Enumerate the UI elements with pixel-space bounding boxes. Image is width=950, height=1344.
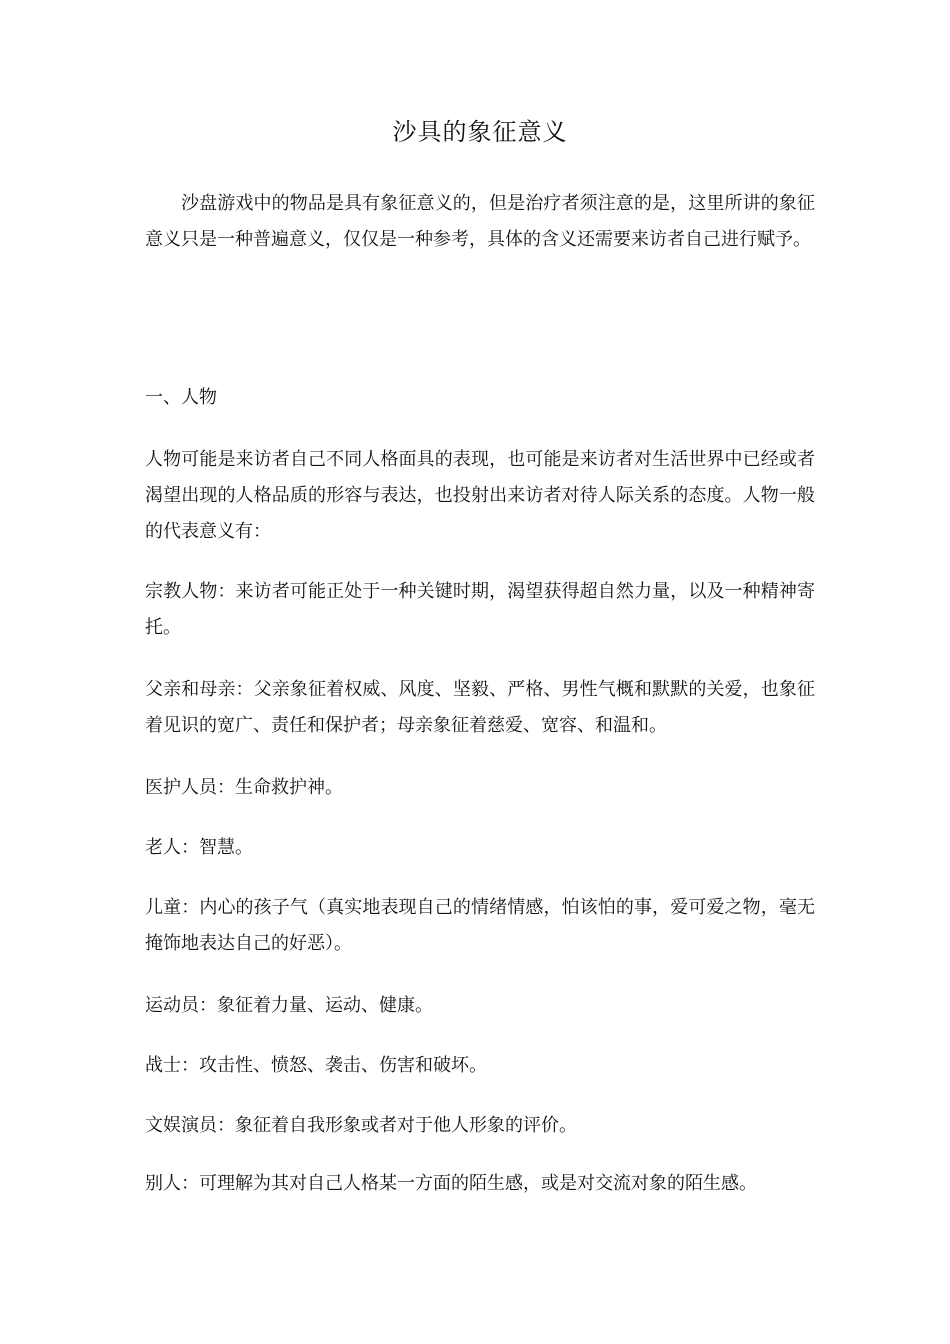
- section-heading: 一、人物: [145, 387, 217, 408]
- paragraph-elderly: 老人：智慧。: [145, 837, 253, 858]
- paragraph-entertainer: 文娱演员：象征着自我形象或者对于他人形象的评价。: [145, 1115, 577, 1136]
- document-title: 沙具的象征意义: [392, 118, 568, 146]
- paragraph-others: 别人：可理解为其对自己人格某一方面的陌生感，或是对交流对象的陌生感。: [145, 1173, 757, 1194]
- paragraph-athlete: 运动员：象征着力量、运动、健康。: [145, 995, 433, 1016]
- intro-paragraph: 沙盘游戏中的物品是具有象征意义的，但是治疗者须注意的是，这里所讲的象征意义只是一种普遍意义，仅仅是一种参考，具体的含义还需要来访者自己进行赋予。: [145, 193, 815, 250]
- paragraph-medical-staff: 医护人员：生命救护神。: [145, 777, 343, 798]
- paragraph-overview: 人物可能是来访者自己不同人格面具的表现，也可能是来访者对生活世界中已经或者渴望出现的人格品质的形容与表达，也投射出来访者对待人际关系的态度。人物一般的代表意义有：: [145, 449, 815, 542]
- paragraph-father-mother: 父亲和母亲：父亲象征着权威、风度、坚毅、严格、男性气概和默默的关爱，也象征着见识的宽广、责任和保护者；母亲象征着慈爱、宽容、和温和。: [145, 679, 815, 736]
- paragraph-religious-figure: 宗教人物：来访者可能正处于一种关键时期，渴望获得超自然力量，以及一种精神寄托。: [145, 581, 815, 638]
- paragraph-soldier: 战士：攻击性、愤怒、袭击、伤害和破坏。: [145, 1055, 487, 1076]
- paragraph-children: 儿童：内心的孩子气（真实地表现自己的情绪情感，怕该怕的事，爱可爱之物，毫无掩饰地表达自己的好恶）。: [145, 897, 815, 954]
